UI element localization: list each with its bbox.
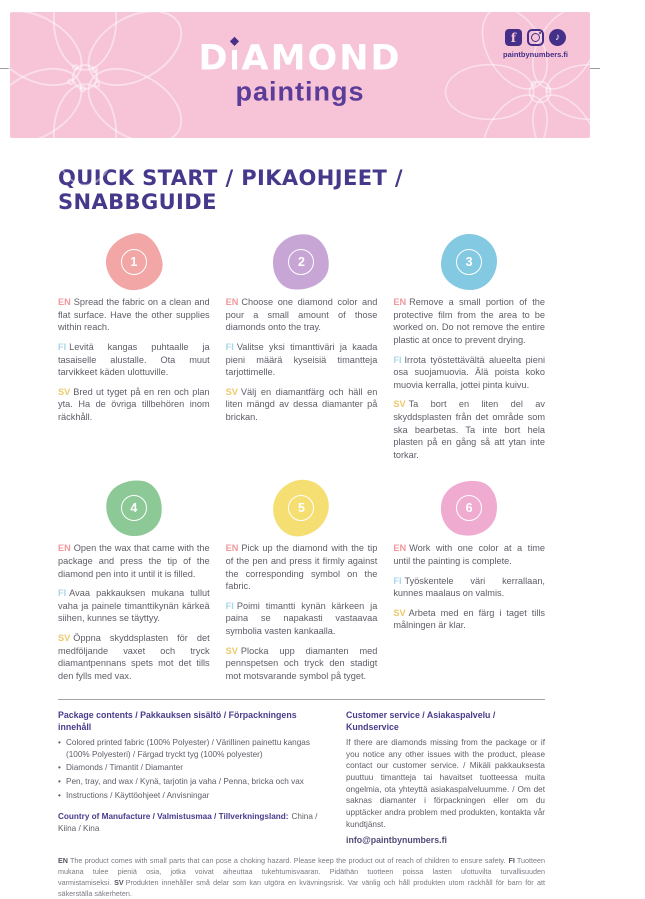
lang-label-sv: SV bbox=[225, 386, 238, 397]
section-divider bbox=[58, 699, 545, 700]
step-text-sv: SV Ta bort en liten del av skyddsplasten från det område som ska bearbetas. Ta inte bort hela plasten på en gång så att ytan inte torkar. bbox=[393, 399, 545, 460]
step-text-en: EN Open the wax that came with the package and press the tip of the diamond pen into it until it is filled. bbox=[58, 543, 210, 579]
lang-label-fi: FI bbox=[58, 588, 67, 599]
brand-wordmark bbox=[198, 33, 402, 79]
website-link[interactable]: paintbynumbers.fi bbox=[502, 50, 568, 59]
step-2 bbox=[226, 234, 378, 468]
brand-logo bbox=[198, 33, 402, 107]
step-text-en: EN Choose one diamond color and pour a small amount of those diamonds onto the tray. bbox=[225, 297, 378, 333]
country-of-manufacture bbox=[58, 811, 330, 834]
step-text-sv: SV Plocka upp diamanten med pennspetsen och tryck den stadigt mot motsvarande symbol på tyget. bbox=[225, 645, 378, 681]
lang-label-en: EN bbox=[58, 543, 71, 554]
footer-info bbox=[58, 710, 545, 845]
step-number-badge: 1 bbox=[121, 249, 147, 275]
lang-label-sv: SV bbox=[114, 877, 124, 887]
list-item: • Pen, tray, and wax / Kynä, tarjotin ja vaha / Penna, bricka och vax bbox=[58, 776, 330, 788]
step-text-fi: FI Poimi timantti kynän kärkeen ja paina se napakasti vastaavaa symbolia vasten kankaalla. bbox=[225, 600, 378, 636]
step-text-en: EN Work with one color at a time until the painting is complete. bbox=[393, 543, 545, 566]
step-6-blob bbox=[441, 480, 497, 536]
customer-service-heading: Customer service / Asiakaspalvelu / Kundservice bbox=[346, 710, 496, 733]
instagram-icon[interactable] bbox=[527, 29, 544, 46]
step-text-en: EN Pick up the diamond with the tip of the pen and press it firmly against the corresponding symbol on the fabric. bbox=[225, 543, 378, 592]
step-text-fi: FI Irrota työstettävältä alueelta pieni osa suojamuovia. Älä poista koko muovia kerralla, jottei pinta kuivu. bbox=[393, 354, 545, 390]
diamond-icon: ◆ bbox=[229, 33, 242, 48]
lang-label-sv: SV bbox=[58, 386, 71, 397]
instruction-sheet bbox=[0, 12, 600, 898]
lang-label-fi: FI bbox=[225, 600, 234, 611]
step-2-blob bbox=[273, 234, 329, 290]
step-1 bbox=[58, 234, 210, 468]
brand-letter-i: ◆ I bbox=[229, 33, 242, 77]
step-text-en: EN Remove a small portion of the protective film from the area to be worked on. Do not remove the entire plastic at once to prevent drying. bbox=[393, 297, 545, 346]
customer-service-email[interactable]: info@paintbynumbers.fi bbox=[346, 835, 447, 846]
brand-letters: AMOND bbox=[241, 38, 402, 79]
lang-label-en: EN bbox=[225, 543, 239, 554]
step-text-en: EN Spread the fabric on a clean and flat surface. Have the other supplies within reach. bbox=[58, 297, 210, 333]
list-item: • Colored printed fabric (100% Polyester) / Värillinen painettu kangas (100% Polyesteri) / Färgad tryckt tyg (100% polyester) bbox=[58, 737, 330, 760]
package-contents-section bbox=[58, 710, 330, 845]
step-text-fi: FI Työskentele väri kerrallaan, kunnes maalaus on valmis. bbox=[393, 575, 545, 599]
brand-banner bbox=[10, 12, 590, 138]
step-4 bbox=[58, 480, 210, 689]
lang-label-fi: FI bbox=[225, 342, 234, 353]
safety-fine-print: EN The product comes with small parts that can pose a choking hazard. Please keep the product out of reach of children to ensure safety. FI Tuotteen mukana tulee pieniä osia, jotka voivat aiheuttaa tukehtumisvaaran. Pidäthän tuotteen poissa lasten ulottuvilta turvallisuuden varmistamiseksi. SV Produkten innehåller små delar som kan utgöra en kvävningsrisk. Var vänlig och håll produkten utom räckhåll för barn för att säkerställa säkerheten. bbox=[58, 856, 545, 898]
list-item: • Instructions / Käyttöohjeet / Anvisningar bbox=[58, 790, 330, 802]
customer-service-section bbox=[346, 710, 545, 845]
lang-label-sv: SV bbox=[225, 645, 238, 656]
step-text-fi: FI Avaa pakkauksen mukana tullut vaha ja painele timanttikynän kärkeä siihen, kunnes se täyttyy. bbox=[58, 588, 210, 624]
step-3 bbox=[393, 234, 545, 468]
step-4-blob bbox=[106, 480, 162, 536]
step-6 bbox=[393, 480, 545, 689]
lang-label-en: EN bbox=[58, 856, 68, 866]
lang-label-sv: SV bbox=[58, 632, 71, 643]
lang-label-sv: SV bbox=[393, 399, 406, 410]
facebook-icon[interactable]: f bbox=[505, 29, 522, 46]
social-block bbox=[503, 29, 568, 59]
lang-label-fi: FI bbox=[393, 354, 402, 365]
steps-grid bbox=[58, 234, 545, 689]
tiktok-icon[interactable]: ♪ bbox=[549, 29, 566, 46]
page-title: QUICK START / PIKAOHJEET / SNABBGUIDE bbox=[58, 166, 403, 215]
country-value: China / Kiina / Kina bbox=[58, 812, 318, 833]
customer-service-body: If there are diamonds missing from the package or if you notice any other issues with the product, please contact our customer service. / Mikäli pakkauksesta puuttuu timantteja tai havaitset tuotteessa muita ongelmia, ota yhteyttä asiakaspalveluumme. / Om det saknas diamanter i förpackningen eller om du upptäcker andra problem med produkten, kontakta vår kundtjänst. bbox=[346, 738, 545, 829]
list-item: • Diamonds / Timantit / Diamanter bbox=[58, 762, 330, 774]
step-text-sv: SV Bred ut tyget på en ren och plan yta. Ha de övriga tillbehören inom räckhåll. bbox=[58, 386, 210, 423]
package-contents-list bbox=[58, 737, 330, 801]
lang-label-fi: FI bbox=[393, 575, 402, 586]
package-contents-heading: Package contents / Pakkauksen sisältö / Förpackningens innehåll bbox=[58, 710, 297, 733]
step-text-fi: FI Valitse yksi timanttiväri ja kaada pieni määrä kyseisiä timantteja tarjottimelle. bbox=[225, 342, 378, 378]
lang-label-en: EN bbox=[225, 297, 239, 308]
step-5 bbox=[226, 480, 378, 689]
lang-label-sv: SV bbox=[393, 607, 406, 618]
lang-label-en: EN bbox=[393, 543, 407, 554]
step-text-sv: SV Välj en diamantfärg och häll en liten mängd av dessa diamanter på brickan. bbox=[225, 386, 378, 423]
step-number-badge: 5 bbox=[288, 495, 314, 521]
lang-label-fi: FI bbox=[58, 342, 67, 353]
step-3-blob bbox=[441, 234, 497, 290]
country-label: Country of Manufacture / Valmistusmaa / Tillverkningsland: bbox=[58, 812, 289, 822]
step-number-badge: 3 bbox=[456, 249, 482, 275]
step-number-badge: 6 bbox=[456, 495, 482, 521]
brand-subtitle: paintings bbox=[235, 76, 365, 107]
step-1-blob bbox=[106, 234, 162, 290]
lang-label-en: EN bbox=[393, 297, 407, 308]
step-text-sv: SV Arbeta med en färg i taget tills målningen är klar. bbox=[393, 607, 545, 631]
step-number-badge: 4 bbox=[121, 495, 147, 521]
step-number-badge: 2 bbox=[288, 249, 314, 275]
lang-label-en: EN bbox=[58, 297, 71, 308]
brand-letter: D bbox=[198, 38, 230, 79]
step-text-sv: SV Öppna skyddsplasten för det medföljande vaxet och tryck diamantpennans spets mot det tills den fylls med vax. bbox=[58, 632, 210, 681]
step-text-fi: FI Levitä kangas puhtaalle ja tasaiselle alustalle. Ota muut tarvikkeet käden ulottuville. bbox=[58, 342, 210, 378]
social-icons bbox=[503, 29, 568, 46]
step-5-blob bbox=[273, 480, 329, 536]
lang-label-fi: FI bbox=[508, 856, 515, 866]
